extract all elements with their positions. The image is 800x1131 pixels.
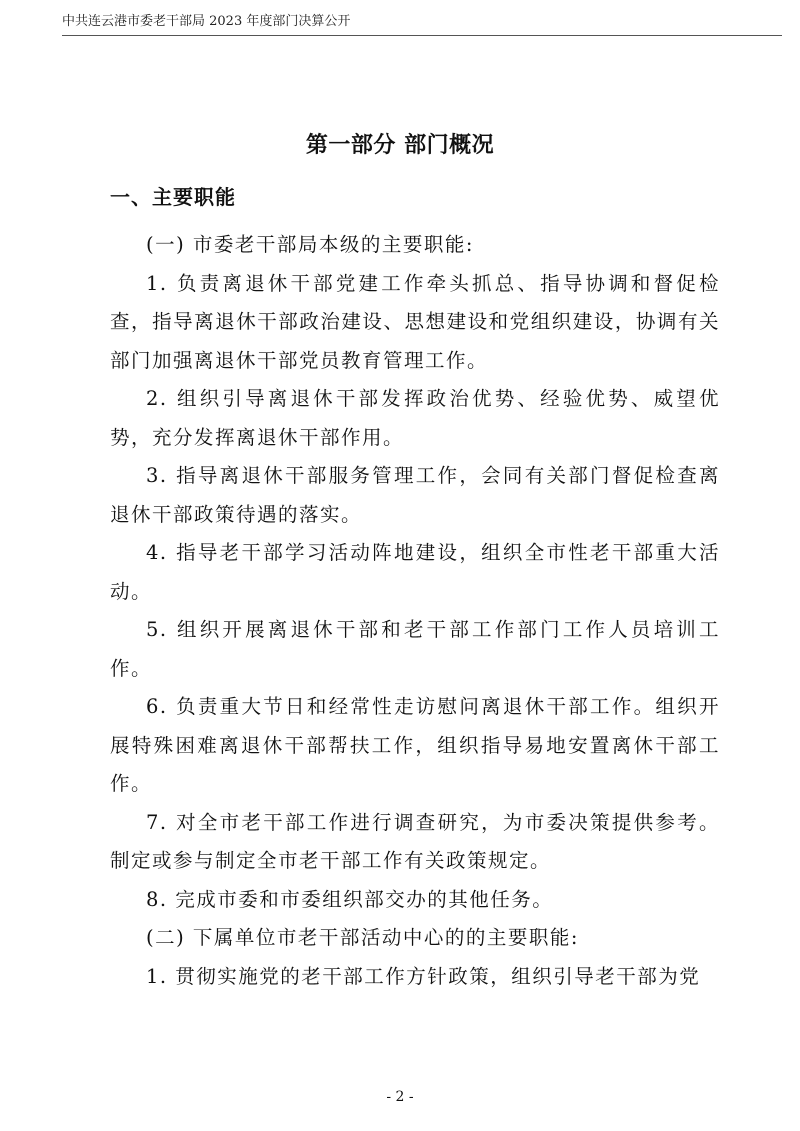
paragraph-item-1: 1. 负责离退休干部党建工作牵头抓总、指导协调和督促检查，指导离退休干部政治建设、思想建设和党组织建设，协调有关部门加强离退休干部党员教育管理工作。 — [110, 271, 720, 372]
page-number: - 2 - — [386, 1089, 414, 1105]
paragraph-item-4: 4. 指导老干部学习活动阵地建设，组织全市性老干部重大活动。 — [110, 541, 720, 603]
paragraph-item-7: 7. 对全市老干部工作进行调查研究，为市委决策提供参考。制定或参与制定全市老干部工作有关政策规定。 — [110, 810, 720, 872]
paragraph-item-5: 5. 组织开展离退休干部和老干部工作部门工作人员培训工作。 — [110, 618, 720, 680]
header-text: 中共连云港市委老干部局 2023 年度部门决算公开 — [62, 14, 351, 29]
body-text — [110, 226, 720, 996]
paragraph-sub-item-1: 1. 贯彻实施党的老干部工作方针政策，组织引导老干部为党 — [146, 964, 701, 988]
paragraph-item-3: 3. 指导离退休干部服务管理工作，会同有关部门督促检查离退休干部政策待遇的落实。 — [110, 464, 720, 526]
page-title: 第一部分 部门概况 — [305, 133, 495, 158]
document-header — [62, 13, 782, 36]
paragraph-item-8: 8. 完成市委和市委组织部交办的其他任务。 — [146, 887, 554, 911]
section-heading: 一、主要职能 — [110, 185, 236, 209]
paragraph-subsection-2: (二) 下属单位市老干部活动中心的的主要职能: — [146, 926, 579, 949]
paragraph-subsection-1: (一) 市委老干部局本级的主要职能: — [146, 233, 474, 256]
paragraph-item-6: 6. 负责重大节日和经常性走访慰问离退休干部工作。组织开展特殊困难离退休干部帮扶工作，组织指导易地安置离休干部工作。 — [110, 695, 720, 795]
paragraph-item-2: 2. 组织引导离退休干部发挥政治优势、经验优势、威望优势，充分发挥离退休干部作用。 — [110, 387, 720, 449]
